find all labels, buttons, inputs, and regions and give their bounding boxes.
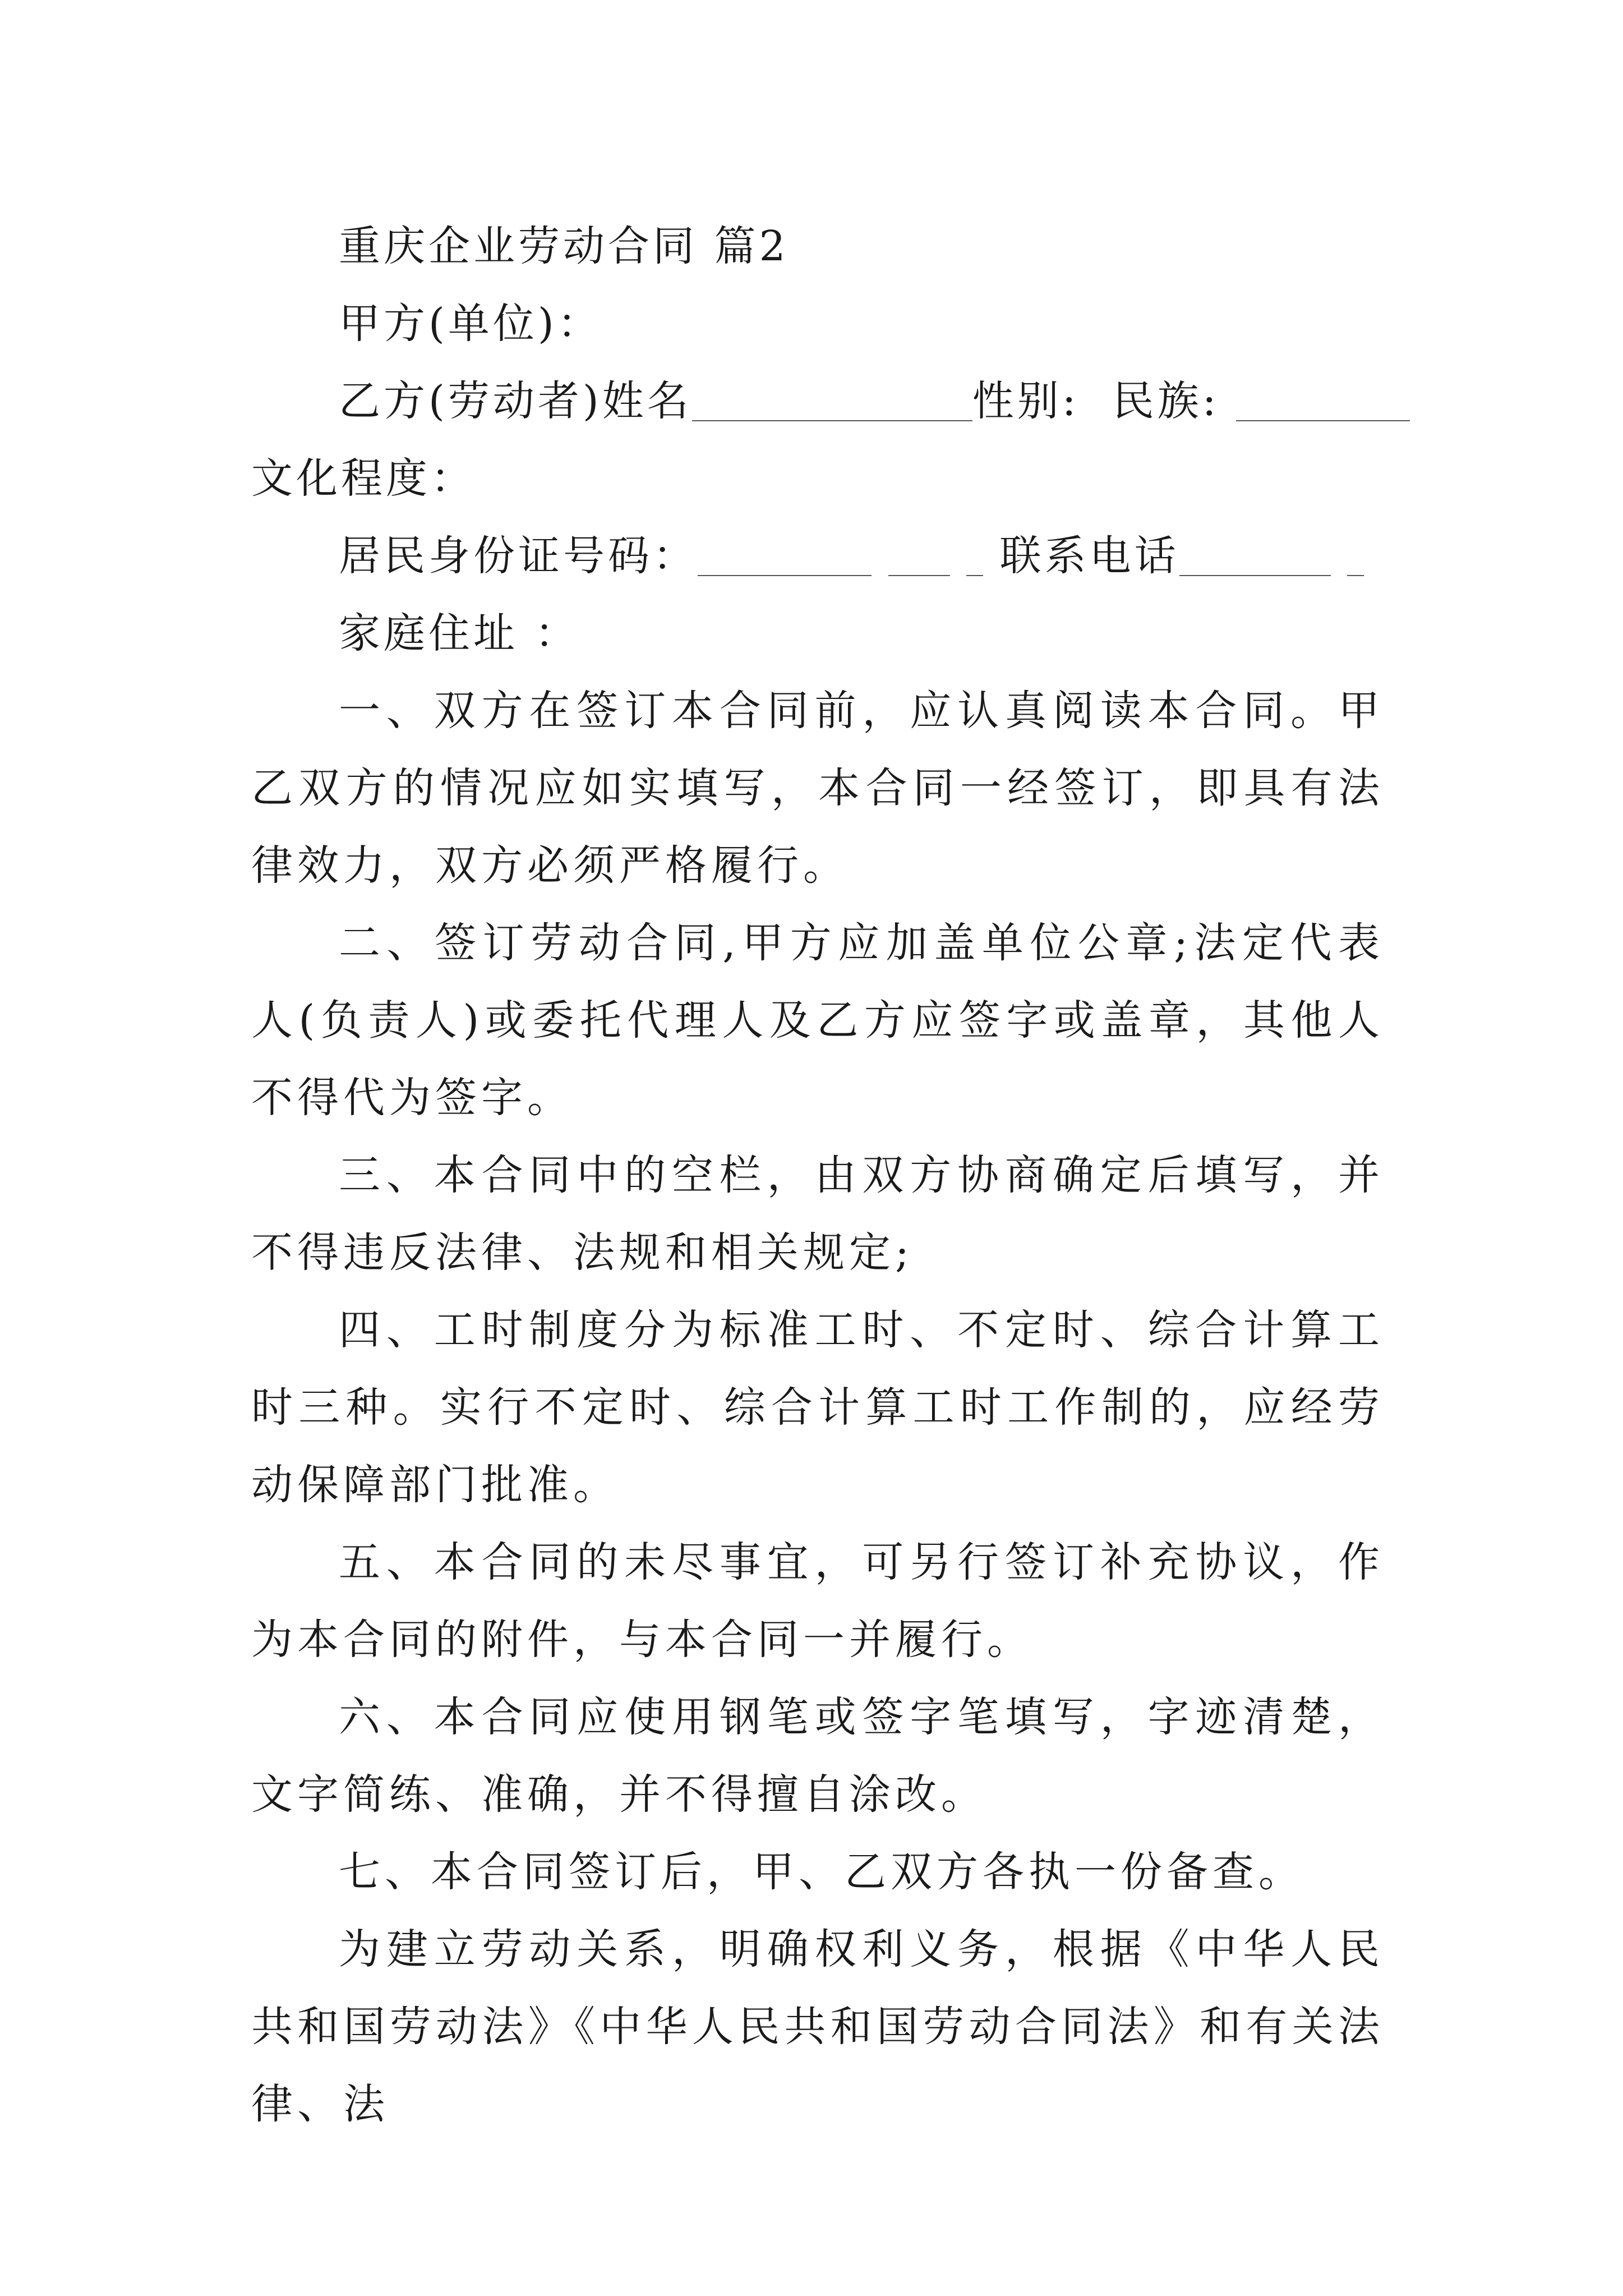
- education-label: 文化程度：: [251, 454, 476, 503]
- clause-1: 一、双方在签订本合同前，应认真阅读本合同。甲乙双方的情况应如实填写，本合同一经签订，即具有法律效力，双方必须严格履行。: [251, 687, 1384, 890]
- phone-label: 联系电话: [999, 532, 1179, 580]
- gender-label: 性别:: [972, 377, 1080, 425]
- clause-7: 七、本合同签订后，甲、乙双方各执一份备查。: [339, 1848, 1304, 1896]
- clause-6: 六、本合同应使用钢笔或签字笔填写，字迹清楚，文字简练、准确，并不得擅自涂改。: [251, 1693, 1384, 1819]
- address-label: 家庭住址 ：: [339, 609, 580, 657]
- clause-3: 三、本合同中的空栏，由双方协商确定后填写，并不得违反法律、法规和相关规定;: [251, 1151, 1384, 1277]
- id-phone-row: [251, 517, 1384, 595]
- ethnicity-blank: [1236, 383, 1410, 422]
- id-blank-3: [966, 538, 983, 577]
- name-blank: [692, 383, 972, 422]
- phone-blank-1: [1179, 538, 1331, 577]
- id-blank-1: [698, 538, 872, 577]
- id-label: 居民身份证号码：: [339, 532, 698, 580]
- ethnicity-label: 民族:: [1112, 377, 1220, 425]
- clause-2: 二、签订劳动合同,甲方应加盖单位公章;法定代表人(负责人)或委托代理人及乙方应签字或盖章，其他人不得代为签字。: [251, 919, 1384, 1122]
- id-blank-2: [888, 538, 950, 577]
- document-title: 重庆企业劳动合同 篇2: [339, 222, 789, 270]
- phone-blank-2: [1347, 538, 1364, 577]
- party-b-name-label: 乙方(劳动者)姓名: [339, 377, 692, 425]
- contract-body: [251, 208, 1384, 2143]
- clause-5: 五、本合同的未尽事宜，可另行签订补充协议，作为本合同的附件，与本合同一并履行。: [251, 1538, 1384, 1664]
- party-b-row: [251, 362, 1384, 440]
- party-a-label: 甲方(单位)：: [339, 300, 602, 348]
- clause-4: 四、工时制度分为标准工时、不定时、综合计算工时三种。实行不定时、综合计算工时工作制的，应经劳动保障部门批准。: [251, 1306, 1384, 1509]
- preamble-paragraph: 为建立劳动关系，明确权利义务，根据《中华人民共和国劳动法》《中华人民共和国劳动合同法》和有关法律、法: [251, 1925, 1384, 2128]
